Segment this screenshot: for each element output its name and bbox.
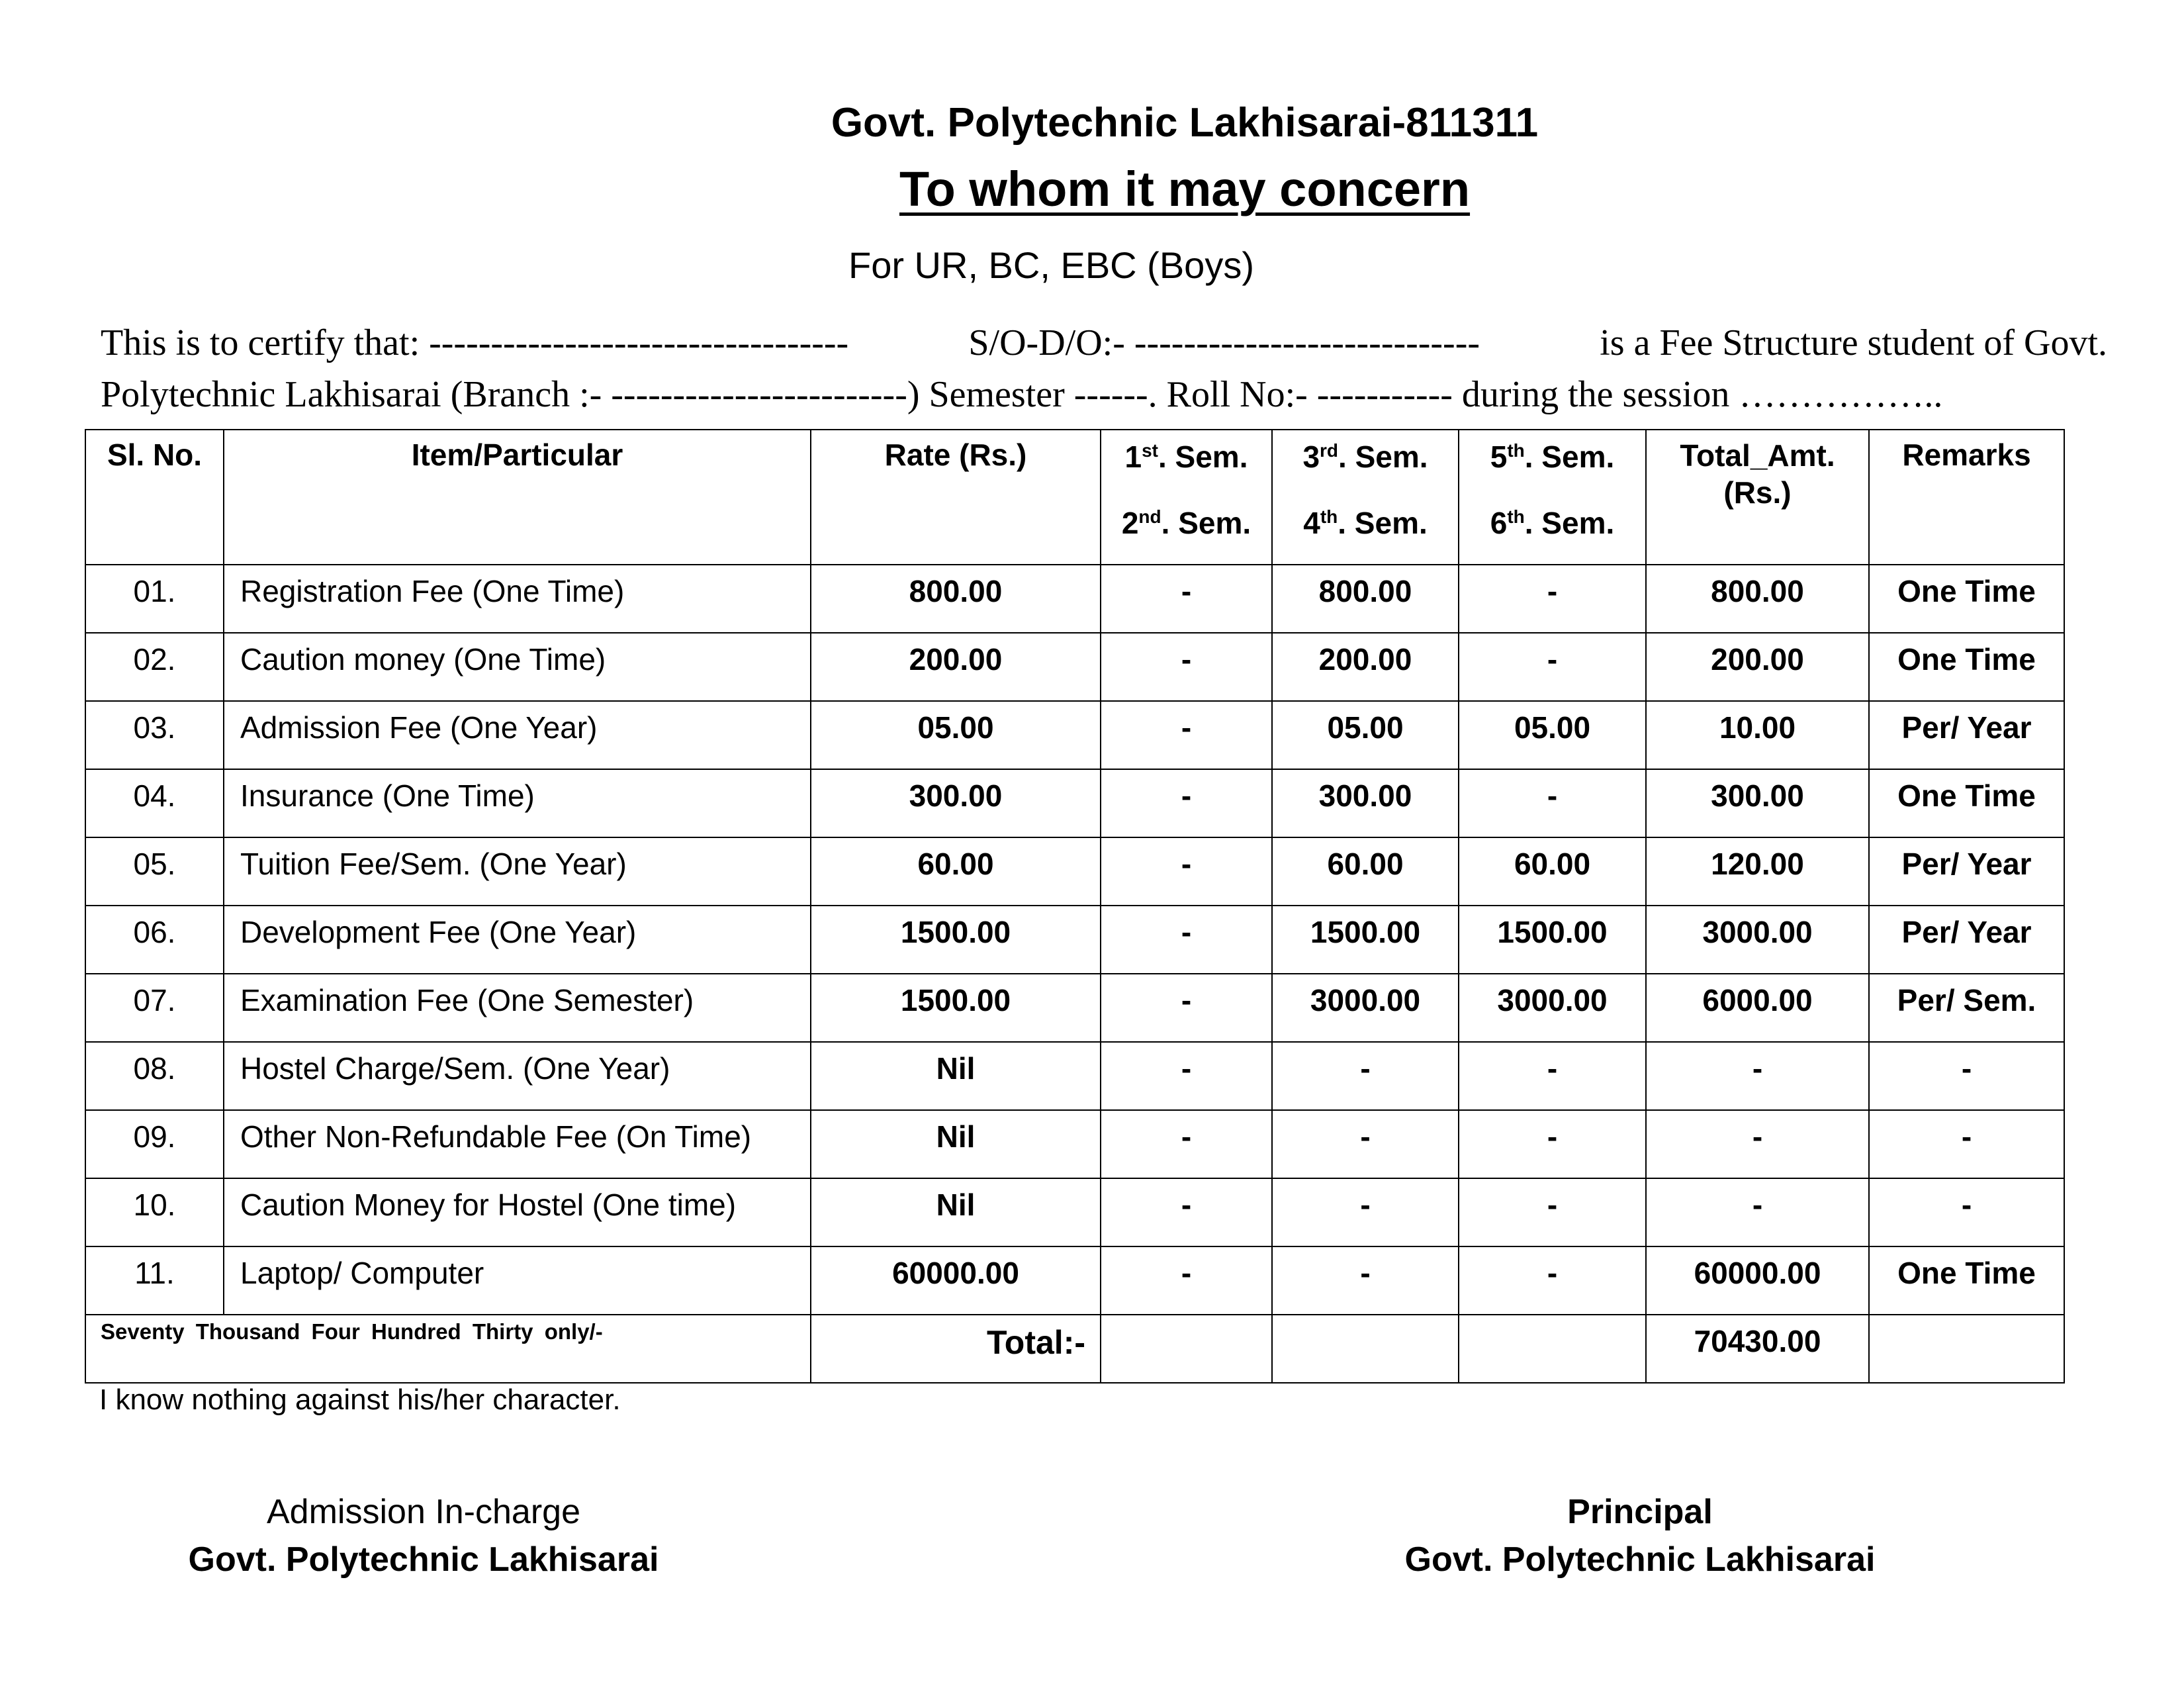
- row-total: 60000.00: [1646, 1246, 1869, 1315]
- table-row: [85, 1110, 2064, 1178]
- row-sem-3-4: 3000.00: [1272, 974, 1459, 1042]
- row-item: Caution money (One Time): [224, 633, 811, 701]
- row-sl-no: 04.: [85, 769, 224, 837]
- row-item: Registration Fee (One Time): [224, 565, 811, 633]
- row-rate: 300.00: [811, 769, 1101, 837]
- row-remarks: Per/ Year: [1869, 906, 2064, 974]
- row-remarks: -: [1869, 1110, 2064, 1178]
- row-rate: 60000.00: [811, 1246, 1101, 1315]
- row-rate: Nil: [811, 1042, 1101, 1110]
- row-item: Other Non-Refundable Fee (On Time): [224, 1110, 811, 1178]
- row-remarks: Per/ Sem.: [1869, 974, 2064, 1042]
- certificate-line-1: [101, 322, 2107, 364]
- table-row: [85, 701, 2064, 769]
- table-total-row: [85, 1315, 2064, 1383]
- row-sem-1-2: -: [1101, 701, 1272, 769]
- row-sl-no: 07.: [85, 974, 224, 1042]
- header-sem-5-6: [1459, 430, 1646, 565]
- row-sem-3-4: 1500.00: [1272, 906, 1459, 974]
- signature-left-org: Govt. Polytechnic Lakhisarai: [188, 1540, 659, 1579]
- row-total: -: [1646, 1042, 1869, 1110]
- row-sem-3-4: -: [1272, 1246, 1459, 1315]
- row-sem-1-2: -: [1101, 974, 1272, 1042]
- header-sl-no: Sl. No.: [85, 430, 224, 565]
- table-row: [85, 837, 2064, 906]
- row-remarks: One Time: [1869, 1246, 2064, 1315]
- row-sem-5-6: 3000.00: [1459, 974, 1646, 1042]
- row-item: Admission Fee (One Year): [224, 701, 811, 769]
- row-sem-3-4: 300.00: [1272, 769, 1459, 837]
- row-sem-1-2: -: [1101, 1110, 1272, 1178]
- row-sem-1-2: -: [1101, 565, 1272, 633]
- signature-right-title: Principal: [1567, 1493, 1713, 1531]
- total-label: Total:-: [811, 1315, 1101, 1383]
- document-heading: To whom it may concern: [899, 162, 1471, 216]
- row-sem-1-2: -: [1101, 769, 1272, 837]
- row-sem-5-6: -: [1459, 565, 1646, 633]
- header-sem-1: 1st. Sem.: [1124, 440, 1248, 474]
- header-sem-4: 4th. Sem.: [1303, 506, 1428, 540]
- row-sem-1-2: -: [1101, 1246, 1272, 1315]
- row-sem-5-6: -: [1459, 1178, 1646, 1246]
- total-empty-sem-5-6: [1459, 1315, 1646, 1383]
- row-sem-5-6: 05.00: [1459, 701, 1646, 769]
- row-item: Hostel Charge/Sem. (One Year): [224, 1042, 811, 1110]
- fee-structure-table: [85, 429, 2065, 1383]
- row-sem-3-4: 800.00: [1272, 565, 1459, 633]
- signature-right-org: Govt. Polytechnic Lakhisarai: [1404, 1540, 1876, 1579]
- row-rate: Nil: [811, 1110, 1101, 1178]
- table-row: [85, 1246, 2064, 1315]
- header-sem-6: 6th. Sem.: [1490, 506, 1615, 540]
- row-total: 800.00: [1646, 565, 1869, 633]
- row-sem-5-6: -: [1459, 633, 1646, 701]
- header-sem-1-2: [1101, 430, 1272, 565]
- header-rate: Rate (Rs.): [811, 430, 1101, 565]
- row-sem-3-4: -: [1272, 1178, 1459, 1246]
- table-row: [85, 1042, 2064, 1110]
- row-rate: Nil: [811, 1178, 1101, 1246]
- row-rate: 60.00: [811, 837, 1101, 906]
- row-remarks: One Time: [1869, 633, 2064, 701]
- total-empty-sem-3-4: [1272, 1315, 1459, 1383]
- row-item: Laptop/ Computer: [224, 1246, 811, 1315]
- category-subtitle: For UR, BC, EBC (Boys): [848, 244, 1254, 286]
- row-item: Insurance (One Time): [224, 769, 811, 837]
- row-sl-no: 10.: [85, 1178, 224, 1246]
- row-total: 300.00: [1646, 769, 1869, 837]
- certify-name-blank: This is to certify that: ----------------------------------: [101, 322, 849, 363]
- row-sem-1-2: -: [1101, 906, 1272, 974]
- row-rate: 800.00: [811, 565, 1101, 633]
- row-item: Tuition Fee/Sem. (One Year): [224, 837, 811, 906]
- row-rate: 1500.00: [811, 906, 1101, 974]
- row-remarks: -: [1869, 1042, 2064, 1110]
- row-sl-no: 11.: [85, 1246, 224, 1315]
- header-remarks: Remarks: [1869, 430, 2064, 565]
- total-empty-sem-1-2: [1101, 1315, 1272, 1383]
- header-sem-3: 3rd. Sem.: [1302, 440, 1428, 474]
- signature-principal: [1388, 1488, 1891, 1583]
- row-sem-1-2: -: [1101, 633, 1272, 701]
- row-sem-5-6: -: [1459, 1042, 1646, 1110]
- row-sem-5-6: -: [1459, 1110, 1646, 1178]
- row-remarks: -: [1869, 1178, 2064, 1246]
- row-sem-5-6: 1500.00: [1459, 906, 1646, 974]
- character-note: I know nothing against his/her character.: [99, 1383, 621, 1416]
- header-sem-3-4: [1272, 430, 1459, 565]
- header-total-amount: Total_Amt. (Rs.): [1646, 430, 1869, 565]
- row-item: Development Fee (One Year): [224, 906, 811, 974]
- header-item: Item/Particular: [224, 430, 811, 565]
- table-row: [85, 1178, 2064, 1246]
- row-total: 3000.00: [1646, 906, 1869, 974]
- table-row: [85, 769, 2064, 837]
- row-remarks: One Time: [1869, 565, 2064, 633]
- row-total: 200.00: [1646, 633, 1869, 701]
- row-sl-no: 05.: [85, 837, 224, 906]
- row-sem-3-4: -: [1272, 1042, 1459, 1110]
- grand-total: 70430.00: [1646, 1315, 1869, 1383]
- row-sl-no: 03.: [85, 701, 224, 769]
- table-row: [85, 974, 2064, 1042]
- row-sem-1-2: -: [1101, 1042, 1272, 1110]
- row-sl-no: 08.: [85, 1042, 224, 1110]
- fee-rows: [85, 565, 2064, 1315]
- row-sem-3-4: 60.00: [1272, 837, 1459, 906]
- row-sl-no: 02.: [85, 633, 224, 701]
- row-total: -: [1646, 1178, 1869, 1246]
- row-rate: 1500.00: [811, 974, 1101, 1042]
- table-row: [85, 565, 2064, 633]
- row-sl-no: 01.: [85, 565, 224, 633]
- header-sem-2: 2nd. Sem.: [1121, 506, 1251, 540]
- row-sem-3-4: 05.00: [1272, 701, 1459, 769]
- table-row: [85, 633, 2064, 701]
- row-item: Examination Fee (One Semester): [224, 974, 811, 1042]
- amount-in-words: Seventy Thousand Four Hundred Thirty only/-: [85, 1315, 811, 1383]
- table-row: [85, 906, 2064, 974]
- row-sem-1-2: -: [1101, 837, 1272, 906]
- row-sem-5-6: 60.00: [1459, 837, 1646, 906]
- row-remarks: Per/ Year: [1869, 701, 2064, 769]
- row-total: 6000.00: [1646, 974, 1869, 1042]
- row-remarks: Per/ Year: [1869, 837, 2064, 906]
- row-sl-no: 06.: [85, 906, 224, 974]
- certificate-line-2: Polytechnic Lakhisarai (Branch :- ------------------------) Semester ------. Roll No:- ----------- during the session ……………..: [101, 374, 1943, 415]
- row-sem-5-6: -: [1459, 769, 1646, 837]
- row-rate: 05.00: [811, 701, 1101, 769]
- row-total: 10.00: [1646, 701, 1869, 769]
- row-sem-1-2: -: [1101, 1178, 1272, 1246]
- institution-title: Govt. Polytechnic Lakhisarai-811311: [831, 100, 1539, 146]
- row-sem-3-4: 200.00: [1272, 633, 1459, 701]
- row-total: 120.00: [1646, 837, 1869, 906]
- row-total: -: [1646, 1110, 1869, 1178]
- total-empty-remarks: [1869, 1315, 2064, 1383]
- signature-admission-incharge: [172, 1488, 675, 1583]
- table-header-row: [85, 430, 2064, 565]
- row-sem-5-6: -: [1459, 1246, 1646, 1315]
- row-item: Caution Money for Hostel (One time): [224, 1178, 811, 1246]
- row-sl-no: 09.: [85, 1110, 224, 1178]
- header-sem-5: 5th. Sem.: [1490, 440, 1615, 474]
- row-remarks: One Time: [1869, 769, 2064, 837]
- signature-left-title: Admission In-charge: [267, 1493, 580, 1531]
- row-sem-3-4: -: [1272, 1110, 1459, 1178]
- certify-statement: is a Fee Structure student of Govt.: [1600, 322, 2107, 363]
- parent-name-blank: S/O-D/O:- ----------------------------: [968, 322, 1480, 363]
- row-rate: 200.00: [811, 633, 1101, 701]
